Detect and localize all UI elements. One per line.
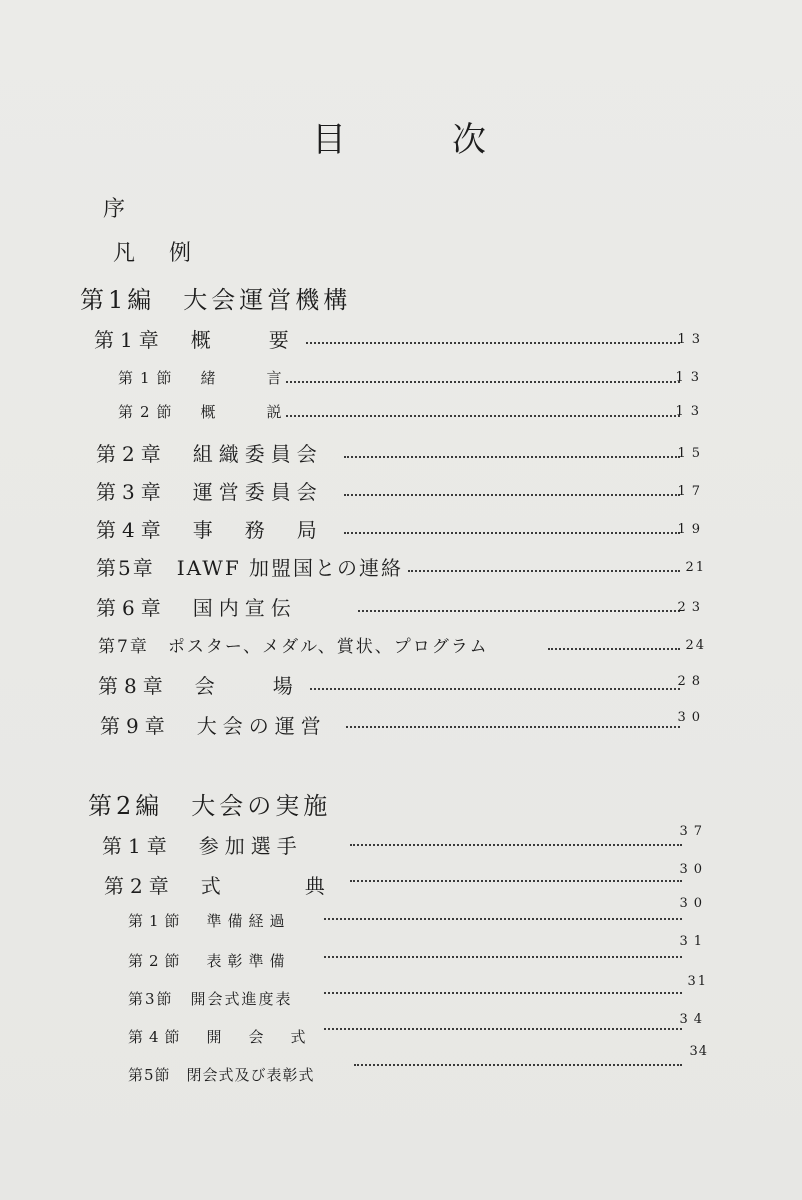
leader-dots: [346, 726, 680, 728]
leader-dots: [310, 688, 680, 690]
entry-page: 28: [677, 674, 706, 689]
entry-page: 30: [677, 710, 706, 725]
notes-label: 凡 例: [113, 241, 198, 266]
toc-entry: [94, 324, 706, 352]
entry-label: 第1節 緒 言: [118, 369, 289, 387]
entry-label: 第2章 組織委員会: [96, 442, 323, 466]
entry-page: 15: [677, 446, 706, 461]
leader-dots: [324, 992, 682, 994]
entry-page: 31: [679, 934, 708, 949]
entry-label: 第4節 開 会 式: [128, 1028, 312, 1046]
toc-entry: [118, 401, 706, 425]
entry-page: 17: [677, 484, 706, 499]
entry-label: 第2節 概 説: [118, 403, 289, 421]
toc-entry: [128, 974, 708, 1012]
toc-entry: [96, 476, 706, 504]
toc-part-1: [80, 280, 351, 315]
leader-dots: [344, 494, 680, 496]
entry-label: 第5節 閉会式及び表彰式: [128, 1066, 315, 1084]
entry-page: 24: [685, 638, 706, 653]
entry-label: 第1節 準備経過: [128, 912, 291, 930]
entry-label: 第7章 ポスター、メダル、賞状、プログラム: [98, 637, 489, 657]
toc-part-2: [88, 786, 331, 821]
toc-entry: [128, 1044, 708, 1088]
title-char-1: 目: [312, 120, 348, 160]
entry-page: 23: [677, 600, 706, 615]
part-1-label: 第1編 大会運営機構: [80, 286, 352, 314]
toc-entry: [96, 514, 706, 542]
toc-entry: [96, 438, 706, 466]
entry-page: 13: [675, 404, 706, 419]
leader-dots: [350, 844, 682, 846]
preface-label: 序: [103, 197, 156, 222]
toc-entry: [118, 367, 706, 391]
entry-label: 第1章 参加選手: [102, 834, 303, 858]
leader-dots: [306, 342, 680, 344]
toc-entry: [98, 670, 706, 698]
toc-entry: [128, 1012, 708, 1050]
entry-label: 第5章 IAWF 加盟国との連絡: [96, 556, 404, 580]
leader-dots: [548, 648, 680, 650]
entry-label: 第2章 式 典: [104, 874, 331, 898]
leader-dots: [324, 918, 682, 920]
entry-page: 34: [689, 1044, 708, 1059]
entry-label: 第4章 事 務 局: [96, 518, 323, 542]
entry-label: 第3節 開会式進度表: [128, 990, 293, 1008]
title-char-2: 次: [452, 120, 488, 160]
entry-page: 34: [679, 1012, 708, 1027]
toc-preface: [103, 192, 155, 223]
toc-entry: [128, 896, 708, 934]
entry-page: 13: [677, 332, 706, 347]
toc-entry: [102, 824, 708, 858]
part-2-label: 第2編 大会の実施: [88, 792, 332, 820]
entry-label: 第1章 概 要: [94, 328, 295, 352]
toc-entry: [128, 934, 708, 974]
leader-dots: [324, 1028, 682, 1030]
entry-page: 19: [677, 522, 706, 537]
leader-dots: [324, 956, 682, 958]
entry-label: 第3章 運営委員会: [96, 480, 323, 504]
entry-page: 30: [679, 862, 708, 877]
entry-label: 第6章 国内宣伝: [96, 596, 297, 620]
entry-page: 37: [679, 824, 708, 839]
leader-dots: [358, 610, 680, 612]
leader-dots: [344, 532, 680, 534]
leader-dots: [408, 570, 680, 572]
toc-entry: [100, 710, 706, 738]
entry-label: 第8章 会 場: [98, 674, 299, 698]
entry-page: 21: [685, 560, 706, 575]
entry-page: 13: [675, 370, 706, 385]
toc-entry: [96, 592, 706, 620]
toc-entry: [96, 552, 706, 580]
entry-label: 第9章 大会の運営: [100, 714, 327, 738]
entry-page: 31: [687, 974, 708, 989]
toc-entry: [104, 862, 708, 898]
leader-dots: [344, 456, 680, 458]
entry-label: 第2節 表彰準備: [128, 952, 291, 970]
leader-dots: [286, 381, 680, 383]
leader-dots: [286, 415, 680, 417]
entry-page: 30: [679, 896, 708, 911]
toc-entry: [98, 630, 706, 658]
leader-dots: [354, 1064, 682, 1066]
leader-dots: [350, 880, 682, 882]
toc-notes: [113, 236, 197, 267]
